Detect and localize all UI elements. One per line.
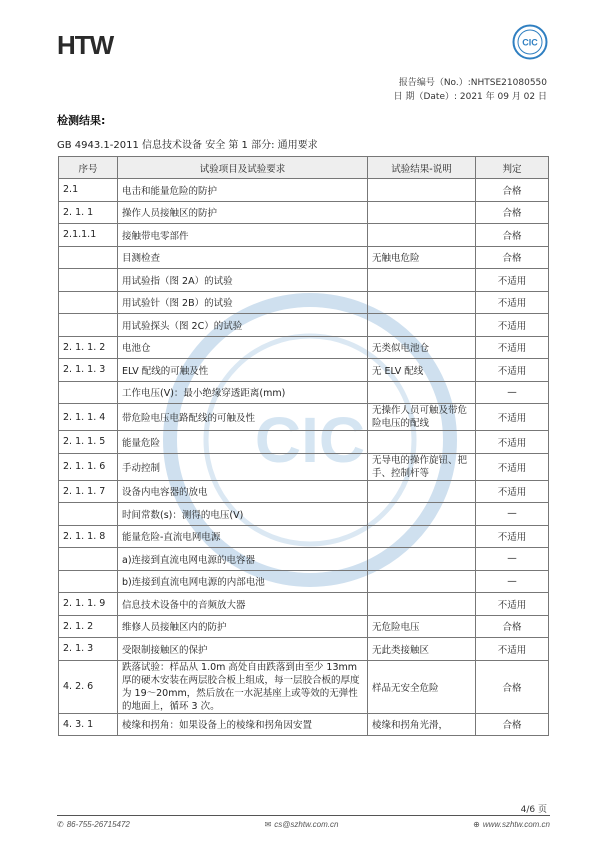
row-item: 用试验针（图 2B）的试验 (118, 291, 368, 314)
row-verdict: 不适用 (476, 638, 549, 661)
row-no: 2. 1. 1. 9 (59, 593, 118, 616)
row-no (59, 246, 118, 269)
row-result: 无此类接触区 (368, 638, 476, 661)
row-result (368, 503, 476, 526)
row-item: 工作电压(V)：最小绝缘穿透距离(mm) (118, 381, 368, 404)
table-row (59, 713, 549, 736)
report-date: 日 期（Date）: 2021 年 09 月 02 日 (393, 92, 547, 102)
row-no: 2. 1. 3 (59, 638, 118, 661)
row-verdict: 不适用 (476, 480, 549, 503)
table-row (59, 525, 549, 548)
row-verdict: 合格 (476, 201, 549, 224)
row-result (368, 381, 476, 404)
header-no: 序号 (59, 157, 118, 179)
table-row (59, 381, 549, 404)
footer-email (265, 820, 339, 829)
row-item: 受限制接触区的保护 (118, 638, 368, 661)
table-row (59, 269, 549, 292)
table-row (59, 593, 549, 616)
section-title: 检测结果: (57, 114, 106, 127)
row-item: 棱缘和拐角：如果设备上的棱缘和拐角因安置 (118, 713, 368, 736)
row-verdict: 不适用 (476, 359, 549, 382)
row-result (368, 593, 476, 616)
row-verdict: 不适用 (476, 593, 549, 616)
row-verdict: 不适用 (476, 291, 549, 314)
table-row (59, 570, 549, 593)
mail-icon: ✉ (264, 820, 272, 829)
table-row (59, 179, 549, 202)
row-result (368, 548, 476, 571)
row-item: 设备内电容器的放电 (118, 480, 368, 503)
row-result: 棱缘和拐角光滑， (368, 713, 476, 736)
row-no (59, 548, 118, 571)
table-row (59, 638, 549, 661)
footer-phone-text: 86-755-26715472 (66, 820, 130, 829)
row-verdict: — (476, 503, 549, 526)
row-no: 2. 1. 1. 2 (59, 336, 118, 359)
row-result: 无 ELV 配线 (368, 359, 476, 382)
row-verdict: 不适用 (476, 453, 549, 480)
header-result: 试验结果-说明 (368, 157, 476, 179)
footer-divider (57, 815, 550, 816)
table-row (59, 660, 549, 713)
table-header-row (59, 157, 549, 179)
row-no (59, 570, 118, 593)
row-result (368, 224, 476, 247)
row-no: 4. 2. 6 (59, 660, 118, 713)
row-no: 2.1 (59, 179, 118, 202)
table-row (59, 201, 549, 224)
row-result (368, 291, 476, 314)
row-item: 能量危险 (118, 431, 368, 454)
table-row (59, 453, 549, 480)
row-result: 无触电危险 (368, 246, 476, 269)
row-verdict: 合格 (476, 615, 549, 638)
row-item: 电击和能量危险的防护 (118, 179, 368, 202)
row-item: 接触带电零部件 (118, 224, 368, 247)
footer-email-text: cs@szhtw.com.cn (274, 820, 339, 829)
header-item: 试验项目及试验要求 (118, 157, 368, 179)
results-table (58, 156, 549, 736)
table-row (59, 359, 549, 382)
report-number: 报告编号（No.）:NHTSE21080550 (398, 78, 547, 88)
table-row (59, 224, 549, 247)
row-item: 带危险电压电路配线的可触及性 (118, 404, 368, 431)
company-logo: HTW (57, 30, 114, 60)
row-verdict: 不适用 (476, 314, 549, 337)
footer-website (473, 820, 550, 829)
row-item: ELV 配线的可触及性 (118, 359, 368, 382)
table-row (59, 336, 549, 359)
row-no (59, 503, 118, 526)
row-no: 2. 1. 1. 3 (59, 359, 118, 382)
row-verdict: 合格 (476, 246, 549, 269)
footer-phone (57, 820, 130, 829)
row-item: 能量危险-直流电网电源 (118, 525, 368, 548)
table-row (59, 431, 549, 454)
row-no: 2. 1. 1. 8 (59, 525, 118, 548)
row-item: 目测检查 (118, 246, 368, 269)
row-no: 2. 1. 1. 5 (59, 431, 118, 454)
table-row (59, 480, 549, 503)
row-result (368, 179, 476, 202)
globe-icon: ⊕ (473, 820, 480, 829)
row-verdict: 不适用 (476, 269, 549, 292)
row-no: 2. 1. 2 (59, 615, 118, 638)
table-row (59, 314, 549, 337)
row-no (59, 381, 118, 404)
table-row (59, 615, 549, 638)
row-item: 维修人员接触区内的防护 (118, 615, 368, 638)
seal-text: CIC (522, 37, 538, 48)
row-item: 用试验探头（图 2C）的试验 (118, 314, 368, 337)
phone-icon: ✆ (57, 820, 64, 829)
watermark-text: CIC (254, 404, 366, 476)
row-verdict: 不适用 (476, 525, 549, 548)
table-row (59, 548, 549, 571)
page-number: 4/6 页 (520, 805, 547, 815)
row-result (368, 525, 476, 548)
row-verdict: 合格 (476, 660, 549, 713)
footer-website-text: www.szhtw.com.cn (482, 820, 550, 829)
table-row (59, 246, 549, 269)
row-item: 操作人员接触区的防护 (118, 201, 368, 224)
cic-seal-icon (512, 24, 548, 60)
row-result (368, 314, 476, 337)
row-result (368, 269, 476, 292)
table-row (59, 291, 549, 314)
row-item: 信息技术设备中的音频放大器 (118, 593, 368, 616)
row-result (368, 201, 476, 224)
row-result (368, 570, 476, 593)
row-no: 2.1.1.1 (59, 224, 118, 247)
row-no (59, 314, 118, 337)
row-no (59, 291, 118, 314)
row-result: 无类似电池仓 (368, 336, 476, 359)
row-item: 手动控制 (118, 453, 368, 480)
row-no: 4. 3. 1 (59, 713, 118, 736)
row-no: 2. 1. 1. 6 (59, 453, 118, 480)
row-item: 跌落试验：样品从 1.0m 高处自由跌落到由至少 13mm 厚的硬木安装在两层胶合板上组成，每一层胶合板的厚度为 19～20mm，然后放在一水泥基座上或等效的无弹性的地面上，循环 3 次。 (118, 660, 368, 713)
row-verdict: 合格 (476, 713, 549, 736)
row-item: 用试验指（图 2A）的试验 (118, 269, 368, 292)
row-item: a)连接到直流电网电源的电容器 (118, 548, 368, 571)
row-item: b)连接到直流电网电源的内部电池 (118, 570, 368, 593)
row-item: 时间常数(s)：测得的电压(V) (118, 503, 368, 526)
row-result: 无导电的操作旋钮、把手、控制杆等 (368, 453, 476, 480)
row-no: 2. 1. 1. 7 (59, 480, 118, 503)
row-verdict: 合格 (476, 224, 549, 247)
table-row (59, 503, 549, 526)
row-verdict: — (476, 570, 549, 593)
row-verdict: — (476, 381, 549, 404)
row-item: 电池仓 (118, 336, 368, 359)
table-row (59, 404, 549, 431)
footer (57, 820, 550, 829)
standard-reference: GB 4943.1-2011 信息技术设备 安全 第 1 部分: 通用要求 (57, 140, 318, 151)
row-verdict: — (476, 548, 549, 571)
row-result (368, 431, 476, 454)
row-verdict: 不适用 (476, 404, 549, 431)
row-no (59, 269, 118, 292)
row-verdict: 不适用 (476, 336, 549, 359)
row-no: 2. 1. 1 (59, 201, 118, 224)
row-no: 2. 1. 1. 4 (59, 404, 118, 431)
row-result (368, 480, 476, 503)
row-verdict: 合格 (476, 179, 549, 202)
row-result: 无操作人员可触及带危险电压的配线 (368, 404, 476, 431)
header-verdict: 判定 (476, 157, 549, 179)
row-verdict: 不适用 (476, 431, 549, 454)
row-result: 无危险电压 (368, 615, 476, 638)
row-result: 样品无安全危险 (368, 660, 476, 713)
report-meta (394, 76, 547, 104)
